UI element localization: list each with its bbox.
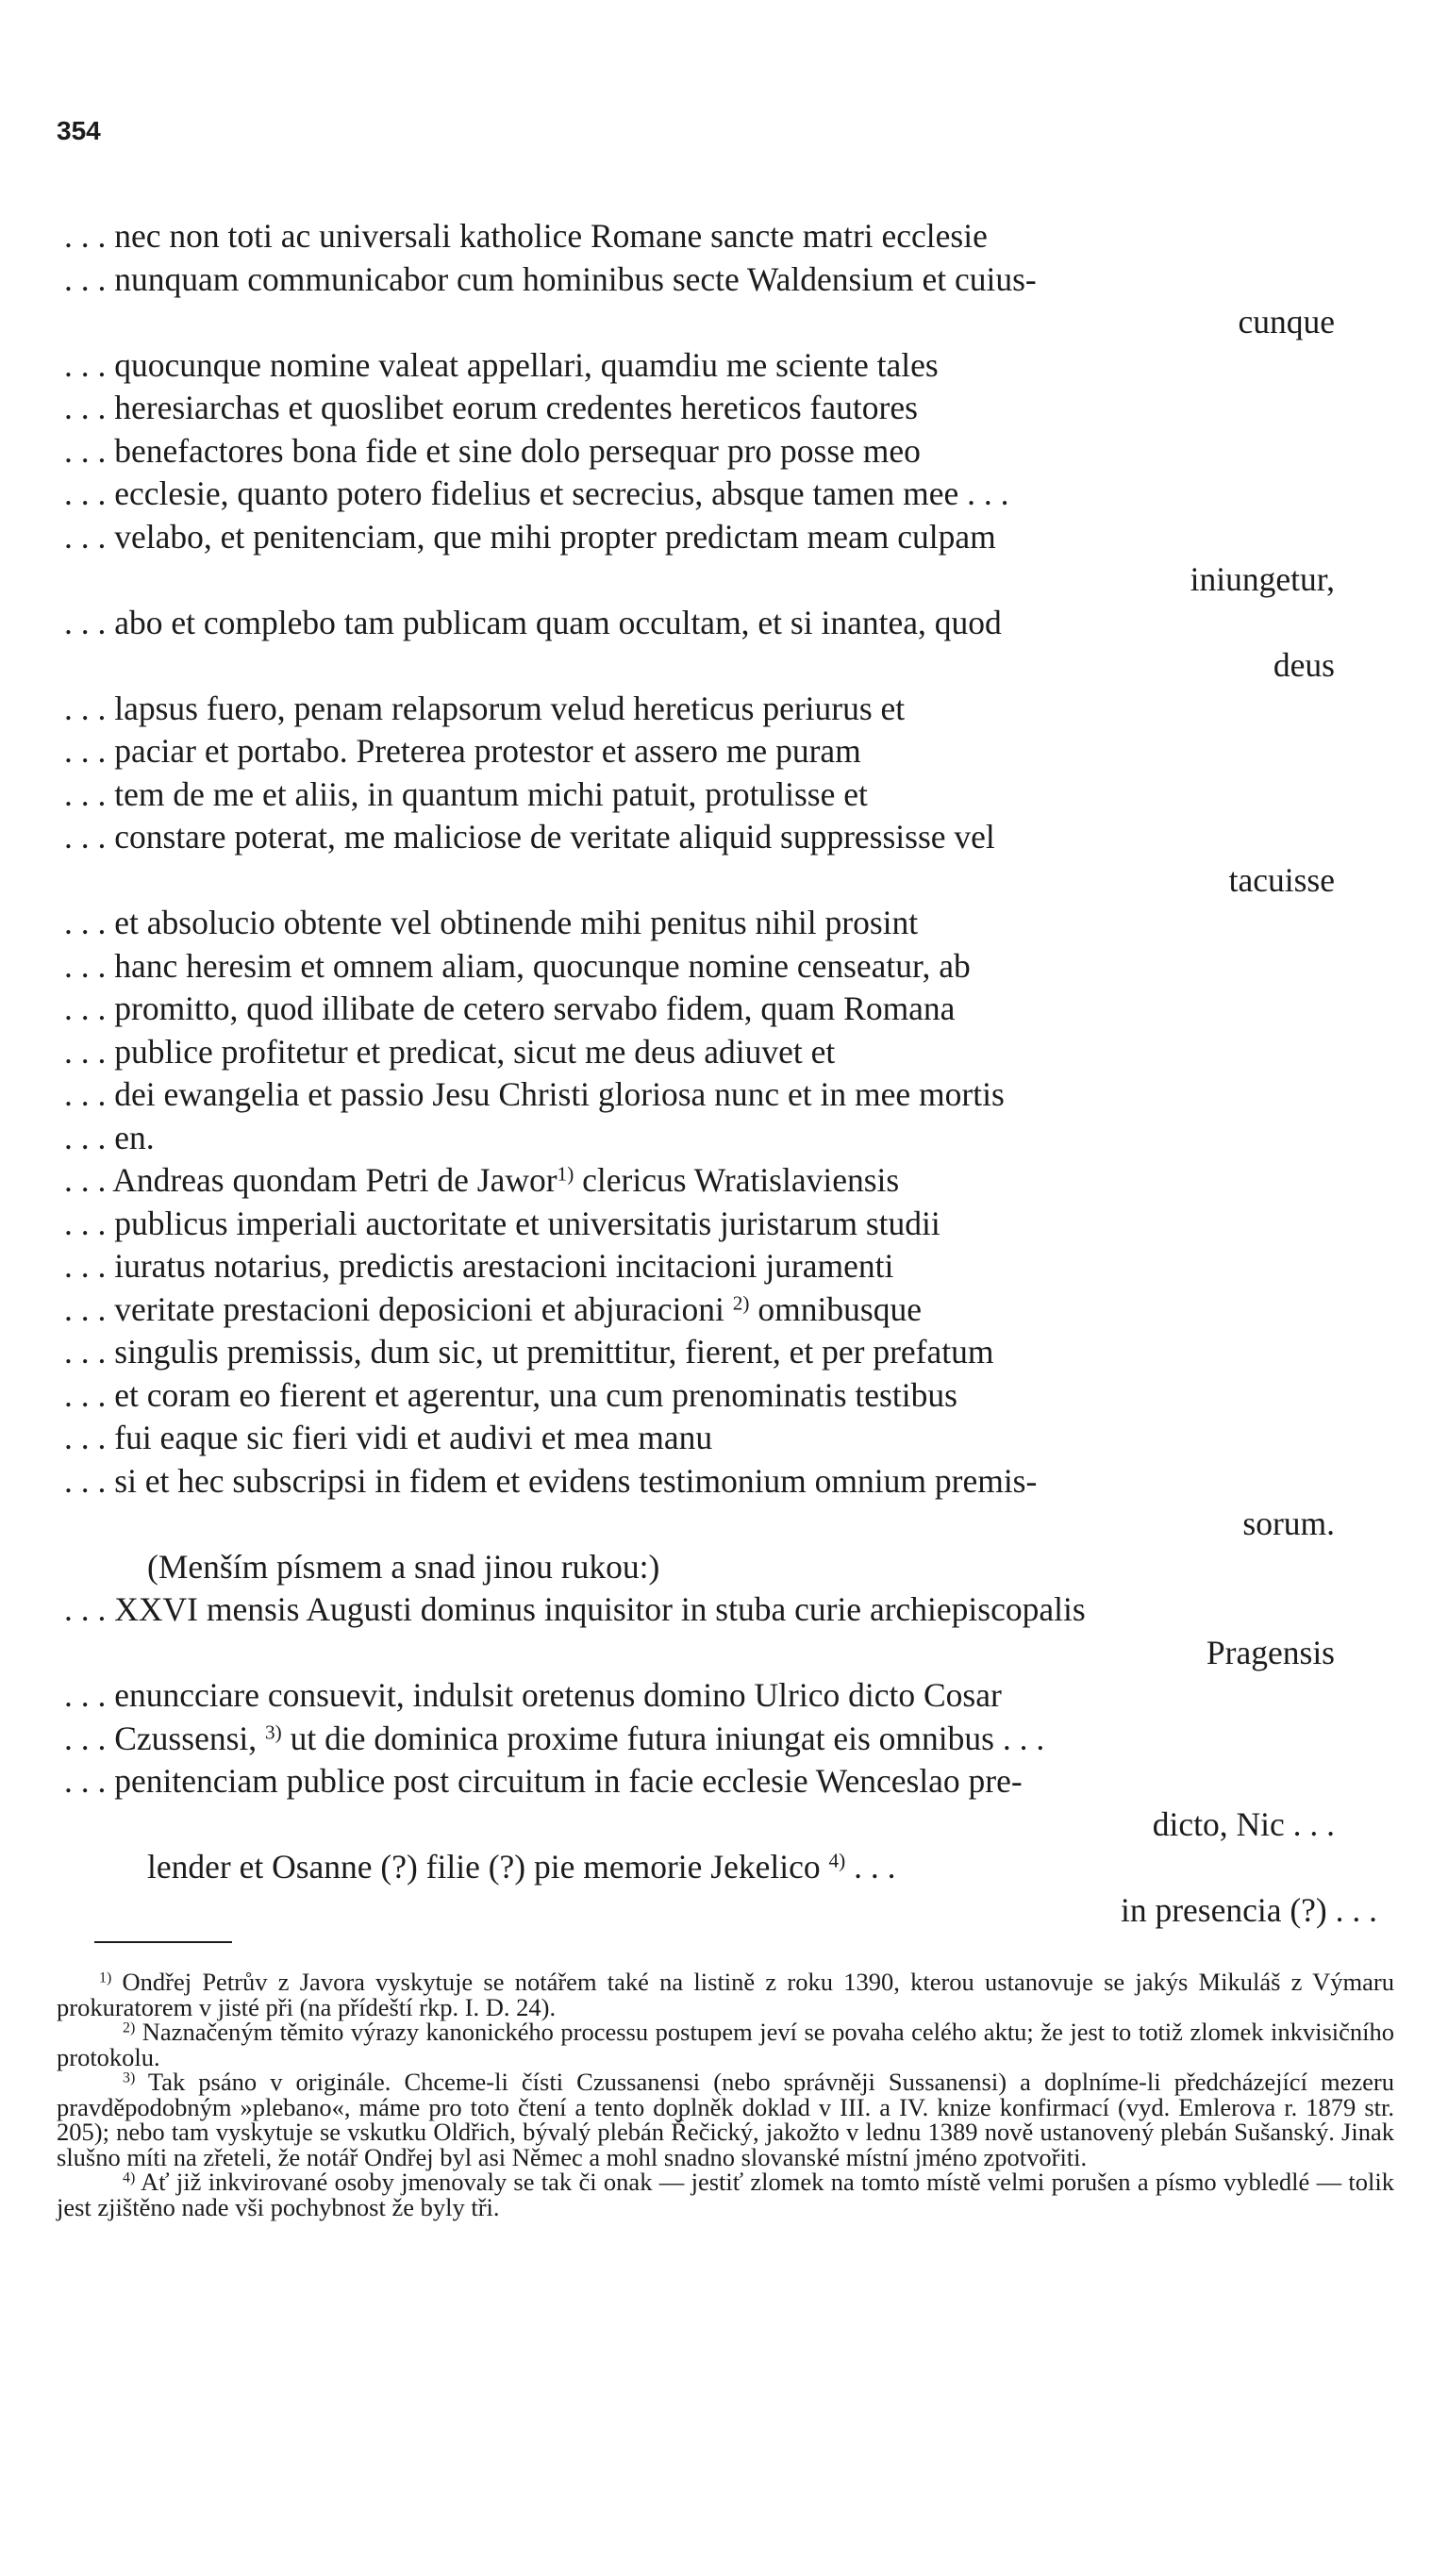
document-body xyxy=(64,215,1377,1932)
text-line xyxy=(64,473,1377,516)
line-text: . . . fui eaque sic fieri vidi et audivi et mea manu xyxy=(64,1419,713,1456)
text-line xyxy=(64,688,1377,731)
text-line xyxy=(64,1718,1377,1761)
footnote xyxy=(57,2069,1394,2169)
line-text: . . . abo et complebo tam publicam quam occultam, et si inantea, quod xyxy=(64,603,1002,641)
footnote xyxy=(57,2169,1394,2219)
text-line xyxy=(64,1760,1377,1803)
line-text: . . . ecclesie, quanto potero fidelius et secrecius, absque tamen mee . . . xyxy=(64,474,1009,512)
text-line xyxy=(64,816,1377,859)
text-line xyxy=(64,1632,1377,1675)
line-text: . . . en. xyxy=(64,1118,155,1156)
text-line xyxy=(64,902,1377,945)
text-line xyxy=(64,258,1377,302)
line-text: . . . et absolucio obtente vel obtinende mihi penitus nihil prosint xyxy=(64,904,919,941)
footnote xyxy=(57,2019,1394,2069)
footnote-ref: 3) xyxy=(265,1720,282,1743)
line-text: lender et Osanne (?) filie (?) pie memorie Jekelico xyxy=(147,1848,829,1886)
text-line xyxy=(64,301,1377,344)
text-line xyxy=(64,1073,1377,1117)
line-text: . . . singulis premissis, dum sic, ut premittitur, fierent, et per prefatum xyxy=(64,1333,994,1371)
page-number: 354 xyxy=(57,116,101,145)
line-text: . . . lapsus fuero, penam relapsorum velud hereticus periurus et xyxy=(64,689,906,727)
footnote-ref: 1) xyxy=(557,1162,574,1186)
text-line xyxy=(64,558,1377,602)
text-line xyxy=(64,215,1377,258)
line-text: . . . publice profitetur et predicat, sicut me deus adiuvet et xyxy=(64,1032,836,1071)
text-line xyxy=(64,644,1377,688)
text-line xyxy=(64,344,1377,388)
text-line xyxy=(64,1803,1377,1847)
line-text: cunque xyxy=(1238,303,1335,341)
line-text: . . . heresiarchas et quoslibet eorum credentes hereticos fautores xyxy=(64,389,918,426)
text-line xyxy=(64,387,1377,430)
line-text: . . . velabo, et penitenciam, que mihi propter predictam meam culpam xyxy=(64,517,996,556)
line-text: . . . Andreas quondam Petri de Jawor xyxy=(64,1161,558,1199)
line-text: . . . promitto, quod illibate de cetero servabo fidem, quam Romana xyxy=(64,989,956,1027)
line-text: . . . veritate prestacioni deposicioni et abjuracioni xyxy=(64,1289,733,1328)
text-line xyxy=(64,859,1377,903)
text-line xyxy=(64,1245,1377,1288)
text-line xyxy=(64,1889,1377,1933)
text-line xyxy=(64,430,1377,474)
line-text: . . . si et hec subscripsi in fidem et evidens testimonium omnium premis- xyxy=(64,1461,1038,1500)
line-text: . . . hanc heresim et omnem aliam, quocunque nomine censeatur, ab xyxy=(64,946,971,985)
line-text-cont: clericus Wratislaviensis xyxy=(574,1161,900,1199)
line-text: . . . publicus imperiali auctoritate et universitatis juristarum studii xyxy=(64,1204,940,1242)
footnote-ref: 2) xyxy=(732,1290,750,1314)
text-line xyxy=(64,945,1377,989)
footnote-mark: 4) xyxy=(123,2169,136,2186)
footnote-mark: 3) xyxy=(123,2069,136,2086)
text-line xyxy=(64,1460,1377,1504)
text-line xyxy=(64,1331,1377,1374)
footnote-text: Naznačeným těmito výrazy kanonického processu postupem jeví se povaha celého aktu; že jest to totiž zlomek inkvisičního protokolu. xyxy=(57,2018,1395,2071)
line-text: . . . iuratus notarius, predictis arestacioni incitacioni juramenti xyxy=(64,1247,894,1285)
line-text: . . . quocunque nomine valeat appellari, quamdiu me sciente tales xyxy=(64,345,939,384)
footnote-mark: 1) xyxy=(99,1969,112,1986)
text-line xyxy=(64,730,1377,773)
footnotes xyxy=(57,1969,1394,2219)
line-text: . . . dei ewangelia et passio Jesu Christi gloriosa nunc et in mee mortis xyxy=(64,1075,1005,1113)
line-text: deus xyxy=(1273,646,1335,684)
line-text: . . . nunquam communicabor cum hominibus secte Waldensium et cuius- xyxy=(64,259,1037,298)
footnote-text: Ondřej Petrův z Javora vyskytuje se notářem také na listině z roku 1390, kterou ustanovuje se jakýs Mikuláš z Výmaru prokuratorem v jisté při (na přídeští rkp. I. D. 24). xyxy=(57,1968,1395,2021)
footnote-mark: 2) xyxy=(123,2019,136,2036)
line-text: . . . constare poterat, me maliciose de veritate aliquid suppressisse vel xyxy=(64,818,995,856)
text-line xyxy=(64,1546,1377,1589)
line-text: . . . paciar et portabo. Preterea protestor et assero me puram xyxy=(64,732,861,770)
footnote-ref: 4) xyxy=(828,1849,846,1872)
footnote-divider xyxy=(94,1941,232,1943)
line-text: . . . enuncciare consuevit, indulsit oretenus domino Ulrico dicto Cosar xyxy=(64,1676,1002,1714)
text-line xyxy=(64,1674,1377,1718)
text-line xyxy=(64,988,1377,1031)
line-text: (Menším písmem a snad jinou rukou:) xyxy=(147,1547,660,1586)
line-text: . . . penitenciam publice post circuitum in facie ecclesie Wenceslao pre- xyxy=(64,1762,1023,1800)
text-line xyxy=(64,1374,1377,1418)
line-text-cont: omnibusque xyxy=(749,1289,922,1328)
text-line xyxy=(64,1417,1377,1460)
line-text: . . . et coram eo fierent et agerentur, una cum prenominatis testibus xyxy=(64,1375,957,1414)
text-line xyxy=(64,1588,1377,1632)
text-line xyxy=(64,516,1377,559)
footnote xyxy=(57,1969,1394,2019)
footnote-text: Tak psáno v originále. Chceme-li čísti Czussanensi (nebo správněji Sussanensi) a doplníme-li předcházející mezeru pravděpodobným »plebano«, máme pro toto čtení a tento doplněk doklad v III. a IV. knize konfirmací (vyd. Emlerova r. 1879 str. 205); nebo tam vyskytuje se vskutku Oldřich, bývalý plebán Řečický, jakožto v lednu 1389 nově ustanovený plebán Sušanský. Jinak slušno míti na zřeteli, že notář Ondřej byl asi Němec a mohl snadno slovanské místní jméno zpotvořiti. xyxy=(57,2068,1394,2171)
line-text: iniungetur, xyxy=(1190,560,1335,598)
line-text-cont: . . . xyxy=(845,1848,896,1886)
line-text: . . . tem de me et aliis, in quantum michi patuit, protulisse et xyxy=(64,774,868,813)
text-line xyxy=(64,602,1377,645)
line-text-cont: ut die dominica proxime futura iniungat eis omnibus . . . xyxy=(281,1719,1045,1757)
text-line xyxy=(64,1503,1377,1546)
line-text: . . . XXVI mensis Augusti dominus inquisitor in stuba curie archiepiscopalis xyxy=(64,1590,1086,1628)
text-line xyxy=(64,1117,1377,1160)
line-text: . . . Czussensi, xyxy=(64,1719,265,1757)
text-line xyxy=(64,1846,1377,1889)
text-line xyxy=(64,773,1377,817)
line-text: sorum. xyxy=(1242,1504,1335,1542)
footnote-text: Ať již inkvirované osoby jmenovaly se tak či onak — jestiť zlomek na tomto místě velmi porušen a písmo vybledlé — tolik jest zjištěno nade vši pochybnost že byly tři. xyxy=(57,2168,1394,2221)
text-line xyxy=(64,1203,1377,1246)
line-text: tacuisse xyxy=(1228,860,1335,899)
text-line xyxy=(64,1288,1377,1332)
line-text: in presencia (?) . . . xyxy=(1120,1890,1377,1929)
line-text: . . . nec non toti ac universali katholice Romane sancte matri ecclesie xyxy=(64,217,988,255)
text-line xyxy=(64,1159,1377,1203)
text-line xyxy=(64,1031,1377,1074)
line-text: Pragensis xyxy=(1206,1633,1335,1671)
line-text: dicto, Nic . . . xyxy=(1152,1804,1335,1843)
line-text: . . . benefactores bona fide et sine dolo persequar pro posse meo xyxy=(64,431,921,470)
